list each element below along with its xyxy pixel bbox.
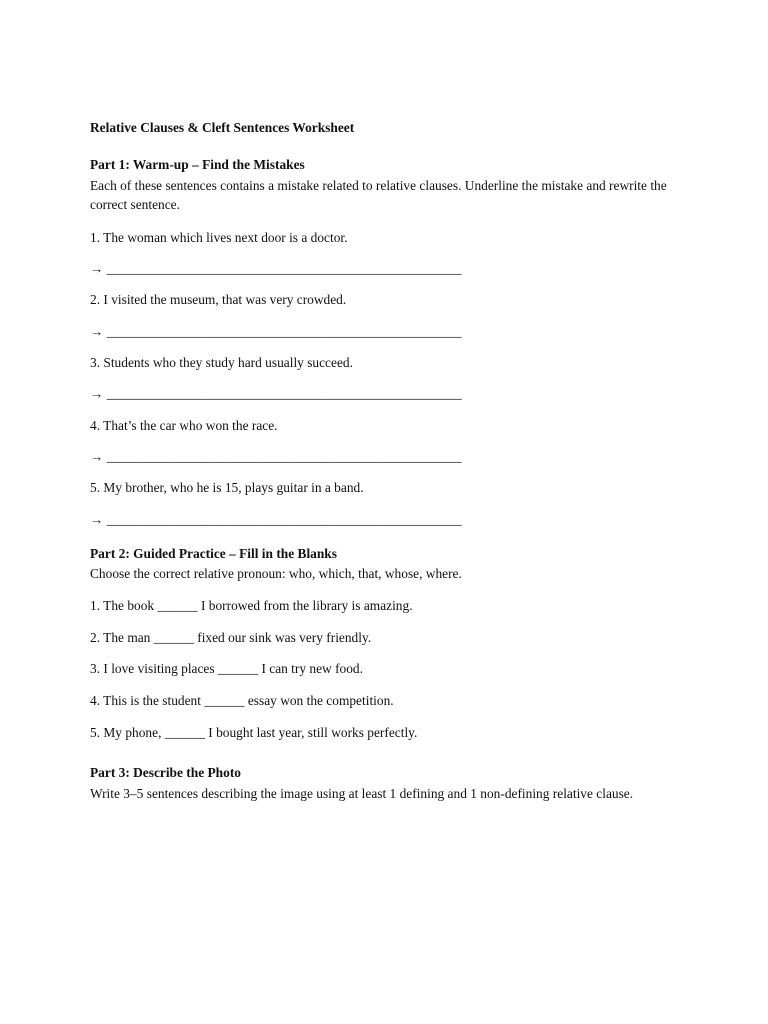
- part1-answer-line-1: → _____________________________________________________: [90, 261, 462, 276]
- part3-instructions: Write 3–5 sentences describing the image using at least 1 defining and 1 non-defining relative clause.: [90, 786, 634, 801]
- part2-instructions: Choose the correct relative pronoun: who, which, that, whose, where.: [90, 566, 462, 581]
- part1-instructions: Each of these sentences contains a mistake related to relative clauses. Underline the mistake and rewrite the correct sentence.: [90, 178, 667, 212]
- part1-item-4: 4. That’s the car who won the race.: [90, 418, 278, 433]
- part1-answer-line-4: → _____________________________________________________: [90, 449, 462, 464]
- part1-answer-line-2: → _____________________________________________________: [90, 324, 462, 339]
- part1-item-2: 2. I visited the museum, that was very crowded.: [90, 292, 347, 307]
- part1-answer-line-5: → _____________________________________________________: [90, 512, 462, 527]
- part2-item-4: 4. This is the student ______ essay won the competition.: [90, 693, 394, 708]
- part2-heading: Part 2: Guided Practice – Fill in the Blanks: [90, 546, 337, 561]
- part2-item-3: 3. I love visiting places ______ I can try new food.: [90, 661, 363, 676]
- part1-item-5: 5. My brother, who he is 15, plays guitar in a band.: [90, 480, 364, 495]
- part2-item-1: 1. The book ______ I borrowed from the library is amazing.: [90, 598, 413, 613]
- worksheet-title: Relative Clauses & Cleft Sentences Worksheet: [90, 120, 355, 135]
- worksheet-page: [90, 118, 680, 803]
- part1-item-3: 3. Students who they study hard usually succeed.: [90, 355, 353, 370]
- part2-item-5: 5. My phone, ______ I bought last year, still works perfectly.: [90, 725, 418, 740]
- part1-heading: Part 1: Warm-up – Find the Mistakes: [90, 157, 305, 172]
- part1-item-1: 1. The woman which lives next door is a doctor.: [90, 230, 348, 245]
- part1-answer-line-3: → _____________________________________________________: [90, 386, 462, 401]
- part3-heading: Part 3: Describe the Photo: [90, 765, 241, 780]
- part2-item-2: 2. The man ______ fixed our sink was very friendly.: [90, 630, 372, 645]
